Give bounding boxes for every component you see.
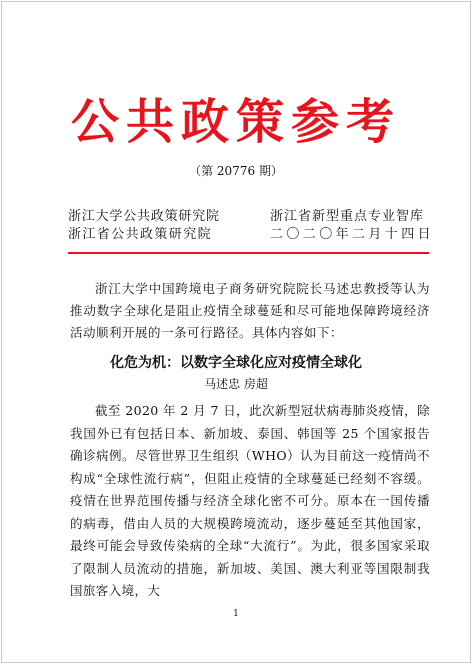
document-title: 公共政策参考 <box>70 94 401 150</box>
page-number: 1 <box>233 609 239 619</box>
org-province-institute: 浙江省公共政策研究院 <box>68 227 213 242</box>
org-zju-institute: 浙江大学公共政策研究院 <box>68 209 220 224</box>
document-page <box>1 1 471 663</box>
article-headline: 化危为机：以数字全球化应对疫情全球化 <box>110 355 362 371</box>
issue-number: （第 20776 期） <box>189 164 283 178</box>
intro-paragraph: 浙江大学中国跨境电子商务研究院院长马述忠教授等认为推动数字全球化是阻止疫情全球蔓延和尽可能地保障跨境经济活动顺利开展的一条可行路径。具体内容如下： <box>70 281 430 340</box>
body-paragraph: 截至 2020 年 2 月 7 日，此次新型冠状病毒肺炎疫情，除我国外已有包括日本、新加坡、泰国、韩国等 25 个国家报告确诊病例。尽管世界卫生组织（WHO）认为目前这一疫情尚不构成“全球性流行病”，但阻止疫情的全球蔓延已经刻不容缓。疫情在世界范围传播与经济全球化密不可分。原本在一国传播的病毒，借由人员的大规模跨境流动，逐步蔓延至其他国家，最终可能会导致传染病的全球“大流行”。为此，很多国家采取了限制人员流动的措施，新加坡、美国、澳大利亚等国限制我国旅客入境，大 <box>70 403 430 598</box>
org-think-tank: 浙江省新型重点专业智库 <box>270 209 425 224</box>
red-divider <box>68 252 429 254</box>
article-authors: 马述忠 房超 <box>204 377 268 391</box>
publication-date: 二〇二〇年二月十四日 <box>270 227 435 242</box>
